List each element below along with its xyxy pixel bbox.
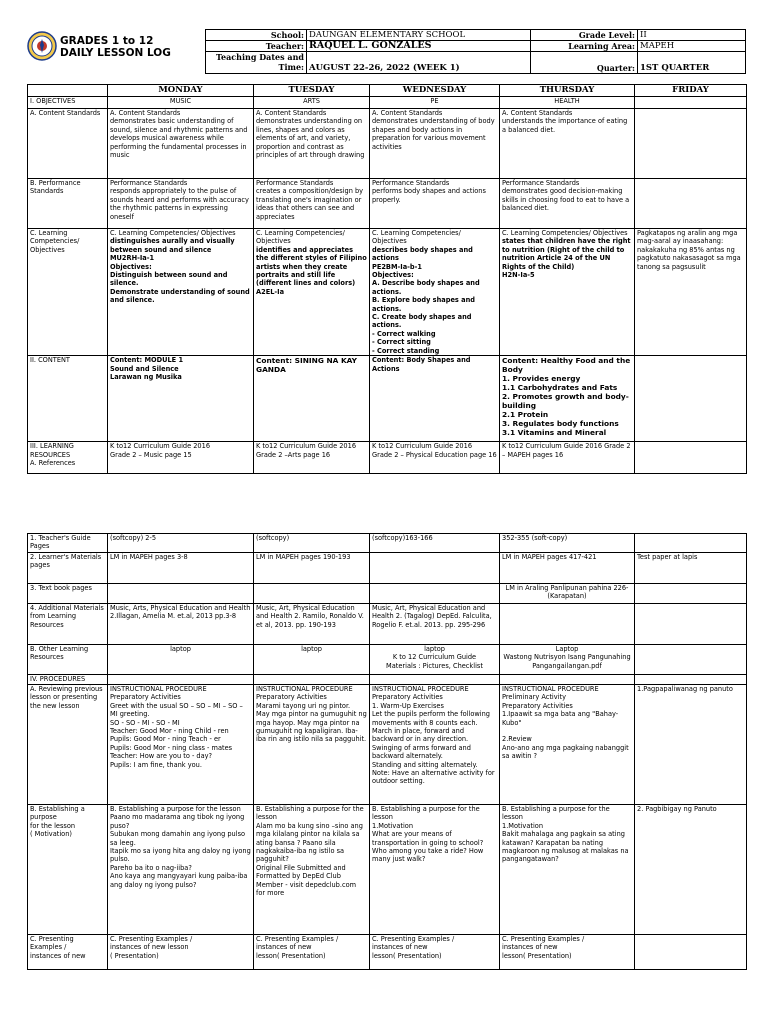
subject-pe: PE — [370, 97, 500, 109]
cell-monday: Performance Standards responds appropriately to the pulse of sounds heard and performs with accuracy the rhythmic patterns in expressing oneself — [108, 179, 254, 229]
cell-thursday: K to12 Curriculum Guide 2016 Grade 2 – MAPEH pages 16 — [500, 442, 635, 474]
cell-wednesday: INSTRUCTIONAL PROCEDURE Preparatory Activities 1. Warm-Up Exercises Let the pupils perform the following movements with 8 counts each. March in place, forward and backward or in any direction. Swinging of arms forward and backward alternately. Standing and sitting alternately. Note: Have an alternative activity for outdoor setting. — [370, 685, 500, 805]
lesson-log-table-page1 — [27, 84, 747, 474]
table-row — [28, 229, 747, 356]
corner-cell — [28, 85, 108, 97]
cell-monday: K to12 Curriculum Guide 2016 Grade 2 – Music page 15 — [108, 442, 254, 474]
competency-details: states that children have the right to nutrition (Right of the child to nutrition Article 24 of the UN Rights of the Child) H2N-Ia-5 — [502, 237, 631, 280]
cell-tuesday: K to12 Curriculum Guide 2016 Grade 2 –Arts page 16 — [254, 442, 370, 474]
cell-friday — [635, 356, 747, 442]
day-header-friday: FRIDAY — [635, 85, 747, 97]
header-info-table — [205, 29, 746, 74]
cell-thursday: B. Establishing a purpose for the lesson 1.Motivation Bakit mahalaga ang pagkain sa ating katawan? Karapatan ba nating magkaroon ng malusog at malakas na pangangatawan? — [500, 805, 635, 935]
cell-wednesday: C. Presenting Examples / instances of new lesson( Presentation) — [370, 935, 500, 970]
table-row — [28, 179, 747, 229]
cell-thursday — [500, 675, 635, 685]
cell-tuesday: (softcopy) — [254, 534, 370, 553]
competency-heading: C. Learning Competencies/ Objectives — [372, 229, 461, 246]
cell-tuesday: B. Establishing a purpose for the lesson Alam mo ba kung sino –sino ang mga kilalang pintor na kilala sa ating bansa ? Paano sila nagkakaiba-iba ng istilo sa pagguhit? Original File Submitted and Formatted by DepEd Club Member - visit depedclub.com for more — [254, 805, 370, 935]
cell-thursday: LM in MAPEH pages 417-421 — [500, 553, 635, 584]
row-label-reviewing-lesson: A. Reviewing previous lesson or presenting the new lesson — [28, 685, 108, 805]
row-label-learning-resources: III. LEARNING RESOURCES A. References — [28, 442, 108, 474]
competency-heading: C. Learning Competencies/ Objectives — [110, 229, 236, 237]
cell-thursday: INSTRUCTIONAL PROCEDURE Preliminary Activity Preparatory Activities 1.Ipaawit sa mga bata ang "Bahay-Kubo" 2.Review Ano-ano ang mga pagkaing nabanggit sa awitin ? — [500, 685, 635, 805]
competency-heading: C. Learning Competencies/ Objectives — [502, 229, 628, 237]
cell-tuesday: laptop — [254, 645, 370, 675]
cell-tuesday: Content: SINING NA KAY GANDA — [254, 356, 370, 442]
subject-friday — [635, 97, 747, 109]
cell-friday — [635, 442, 747, 474]
cell-monday: C. Presenting Examples / instances of new lesson ( Presentation) — [108, 935, 254, 970]
cell-monday: laptop — [108, 645, 254, 675]
deped-seal-logo — [27, 31, 57, 61]
cell-thursday — [500, 229, 635, 356]
cell-monday: A. Content Standards demonstrates basic understanding of sound, silence and rhythmic patterns and develops musical awareness while performing the fundamental processes in music — [108, 109, 254, 179]
row-label-other-resources: B. Other Learning Resources — [28, 645, 108, 675]
table-row — [28, 442, 747, 474]
day-header-monday: MONDAY — [108, 85, 254, 97]
cell-friday — [635, 604, 747, 645]
cell-wednesday — [370, 675, 500, 685]
cell-monday: Music, Arts, Physical Education and Health 2.Illagan, Amelia M. et.al, 2013 pp.3-8 — [108, 604, 254, 645]
competency-details: identifies and appreciates the different styles of Filipino artists when they create portraits and still life (different lines and colors) A2EL-Ia — [256, 245, 367, 296]
learning-area-label: Learning Area: — [531, 41, 638, 52]
cell-friday: Test paper at lapis — [635, 553, 747, 584]
row-label-performance-standards: B. Performance Standards — [28, 179, 108, 229]
cell-friday: Pagkatapos ng aralin ang mga mag-aaral ay inaasahang: nakakakuha ng 85% antas ng pagkatuto nakasasagot sa mga tanong sa pagsusulit — [635, 229, 747, 356]
cell-thursday — [500, 604, 635, 645]
cell-wednesday: K to12 Curriculum Guide 2016 Grade 2 – Physical Education page 16 — [370, 442, 500, 474]
row-label-presenting-examples: C. Presenting Examples / instances of new — [28, 935, 108, 970]
cell-thursday: Performance Standards demonstrates good decision-making skills in choosing food to eat to have a balanced diet. — [500, 179, 635, 229]
cell-thursday: Content: Healthy Food and the Body 1. Provides energy 1.1 Carbohydrates and Fats 2. Promotes growth and body-building 2.1 Protein 3. Regulates body functions 3.1 Vitamins and Mineral — [500, 356, 635, 442]
cell-tuesday: Music, Art, Physical Education and Health 2. Ramilo, Ronaldo V. et al, 2013. pp. 190-193 — [254, 604, 370, 645]
row-label-learners-materials: 2. Learner's Materials pages — [28, 553, 108, 584]
cell-wednesday: (softcopy)163-166 — [370, 534, 500, 553]
cell-wednesday — [370, 584, 500, 604]
cell-friday: 1.Pagpapaliwanag ng panuto — [635, 685, 747, 805]
cell-friday — [635, 584, 747, 604]
subject-arts: ARTS — [254, 97, 370, 109]
table-row — [28, 604, 747, 645]
table-row — [28, 356, 747, 442]
title-line-1: GRADES 1 to 12 — [60, 35, 154, 47]
row-label-content-standards: A. Content Standards — [28, 109, 108, 179]
cell-thursday: LM in Araling Panlipunan pahina 226-(Karapatan) — [500, 584, 635, 604]
document-title — [60, 35, 171, 59]
subject-health: HEALTH — [500, 97, 635, 109]
cell-tuesday: LM in MAPEH pages 190-193 — [254, 553, 370, 584]
title-line-2: DAILY LESSON LOG — [60, 47, 171, 59]
cell-thursday: A. Content Standards understands the importance of eating a balanced diet. — [500, 109, 635, 179]
cell-thursday: 352-355 (soft-copy) — [500, 534, 635, 553]
table-row — [28, 109, 747, 179]
row-label-procedures: IV. PROCEDURES — [28, 675, 108, 685]
cell-friday — [635, 179, 747, 229]
cell-tuesday: A. Content Standards demonstrates understanding on lines, shapes and colors as elements of art, and variety, proportion and contrast as principles of art through drawing — [254, 109, 370, 179]
day-header-tuesday: TUESDAY — [254, 85, 370, 97]
cell-tuesday: C. Presenting Examples / instances of new lesson( Presentation) — [254, 935, 370, 970]
table-row — [28, 534, 747, 553]
cell-friday — [635, 935, 747, 970]
cell-wednesday: Music, Art, Physical Education and Health 2. (Tagalog) DepEd. Falculita, Rogelio F. et.al. 2013. pp. 295-296 — [370, 604, 500, 645]
cell-wednesday: B. Establishing a purpose for the lesson 1.Motivation What are your means of transportation in going to school? Who among you take a ride? How many just walk? — [370, 805, 500, 935]
cell-monday: (softcopy) 2-5 — [108, 534, 254, 553]
cell-friday: 2. Pagbibigay ng Panuto — [635, 805, 747, 935]
table-row — [28, 645, 747, 675]
table-row — [28, 97, 747, 109]
row-label-textbook-pages: 3. Text book pages — [28, 584, 108, 604]
cell-monday — [108, 229, 254, 356]
cell-friday — [635, 534, 747, 553]
grade-level-value: II — [638, 30, 746, 41]
row-label-content: II. CONTENT — [28, 356, 108, 442]
row-label-establishing-purpose: B. Establishing a purpose for the lesson ( Motivation) — [28, 805, 108, 935]
cell-wednesday — [370, 229, 500, 356]
teaching-dates-label: Teaching Dates and Time: — [206, 52, 307, 74]
row-label-objectives: I. OBJECTIVES — [28, 97, 108, 109]
learning-area-value: MAPEH — [638, 41, 746, 52]
table-row — [28, 675, 747, 685]
cell-wednesday: Performance Standards performs body shapes and actions properly. — [370, 179, 500, 229]
cell-tuesday — [254, 675, 370, 685]
competency-details: describes body shapes and actions PE2BM-Ia-b-1 Objectives: A. Describe body shapes and actions. B. Explore body shapes and actions. C. Create body shapes and actions. - Correct walking - Correct sitting - Correct standing — [372, 245, 480, 355]
cell-friday — [635, 675, 747, 685]
cell-friday — [635, 645, 747, 675]
grade-level-label: Grade Level: — [531, 30, 638, 41]
cell-tuesday — [254, 584, 370, 604]
competency-heading: C. Learning Competencies/ Objectives — [256, 229, 345, 246]
competency-details: distinguishes aurally and visually between sound and silence MU2RH-Ia-1 Objectives: Distinguish between sound and silence. Demonstrate understanding of sound and silence. — [110, 237, 250, 305]
row-label-teachers-guide: 1. Teacher's Guide Pages — [28, 534, 108, 553]
teaching-dates-value: AUGUST 22-26, 2022 (WEEK 1) — [307, 52, 531, 74]
table-row — [28, 685, 747, 805]
subject-music: MUSIC — [108, 97, 254, 109]
cell-monday: INSTRUCTIONAL PROCEDURE Preparatory Activities Greet with the usual SO – SO – MI – SO – MI greeting. SO - SO - MI - SO - MI Teacher: Good Mor - ning Child - ren Pupils: Good Mor - ning Teach - er Pupils: Good Mor - ning class - mates Teacher: How are you to - day? Pupils: I am fine, thank you. — [108, 685, 254, 805]
school-label: School: — [206, 30, 307, 41]
cell-monday: LM in MAPEH pages 3-8 — [108, 553, 254, 584]
cell-wednesday: laptop K to 12 Curriculum Guide Materials : Pictures, Checklist — [370, 645, 500, 675]
cell-tuesday: INSTRUCTIONAL PROCEDURE Preparatory Activities Marami tayong uri ng pintor. May mga pintor na gumuguhit ng mga hayop. May mga pintor na gumuguhit ng kapaligiran. Iba-iba rin ang istilo nila sa pagguhit. — [254, 685, 370, 805]
school-value: DAUNGAN ELEMENTARY SCHOOL — [307, 30, 531, 41]
table-row — [28, 935, 747, 970]
quarter-value: 1ST QUARTER — [638, 52, 746, 74]
cell-thursday: C. Presenting Examples / instances of new lesson( Presentation) — [500, 935, 635, 970]
cell-monday — [108, 584, 254, 604]
cell-friday — [635, 109, 747, 179]
cell-wednesday: A. Content Standards demonstrates understanding of body shapes and body actions in preparation for various movement activities — [370, 109, 500, 179]
cell-thursday: Laptop Wastong Nutrisyon Isang Pangunahing Pangangailangan.pdf — [500, 645, 635, 675]
table-row — [28, 584, 747, 604]
cell-wednesday: Content: Body Shapes and Actions — [370, 356, 500, 442]
cell-wednesday — [370, 553, 500, 584]
cell-tuesday: Performance Standards creates a composition/design by translating one's imagination or ideas that others can see and appreciates — [254, 179, 370, 229]
cell-monday — [108, 675, 254, 685]
day-header-thursday: THURSDAY — [500, 85, 635, 97]
teacher-value: RAQUEL L. GONZALES — [307, 41, 531, 52]
cell-monday: Content: MODULE 1 Sound and Silence Larawan ng Musika — [108, 356, 254, 442]
row-label-additional-materials: 4. Additional Materials from Learning Resources — [28, 604, 108, 645]
table-row — [28, 805, 747, 935]
day-header-wednesday: WEDNESDAY — [370, 85, 500, 97]
table-row — [28, 553, 747, 584]
lesson-log-table-page2 — [27, 533, 747, 970]
teacher-label: Teacher: — [206, 41, 307, 52]
row-label-learning-competencies: C. Learning Competencies/ Objectives — [28, 229, 108, 356]
cell-tuesday — [254, 229, 370, 356]
quarter-label: Quarter: — [531, 52, 638, 74]
cell-monday: B. Establishing a purpose for the lesson Paano mo madarama ang tibok ng iyong puso? Subukan mong damahin ang iyong pulso sa leeg. Itapik mo sa iyong hita ang daloy ng iyong pulso. Pareho ba ito o nag-iiba? Ano kaya ang mangyayari kung paiba-iba ang daloy ng iyong pulso? — [108, 805, 254, 935]
